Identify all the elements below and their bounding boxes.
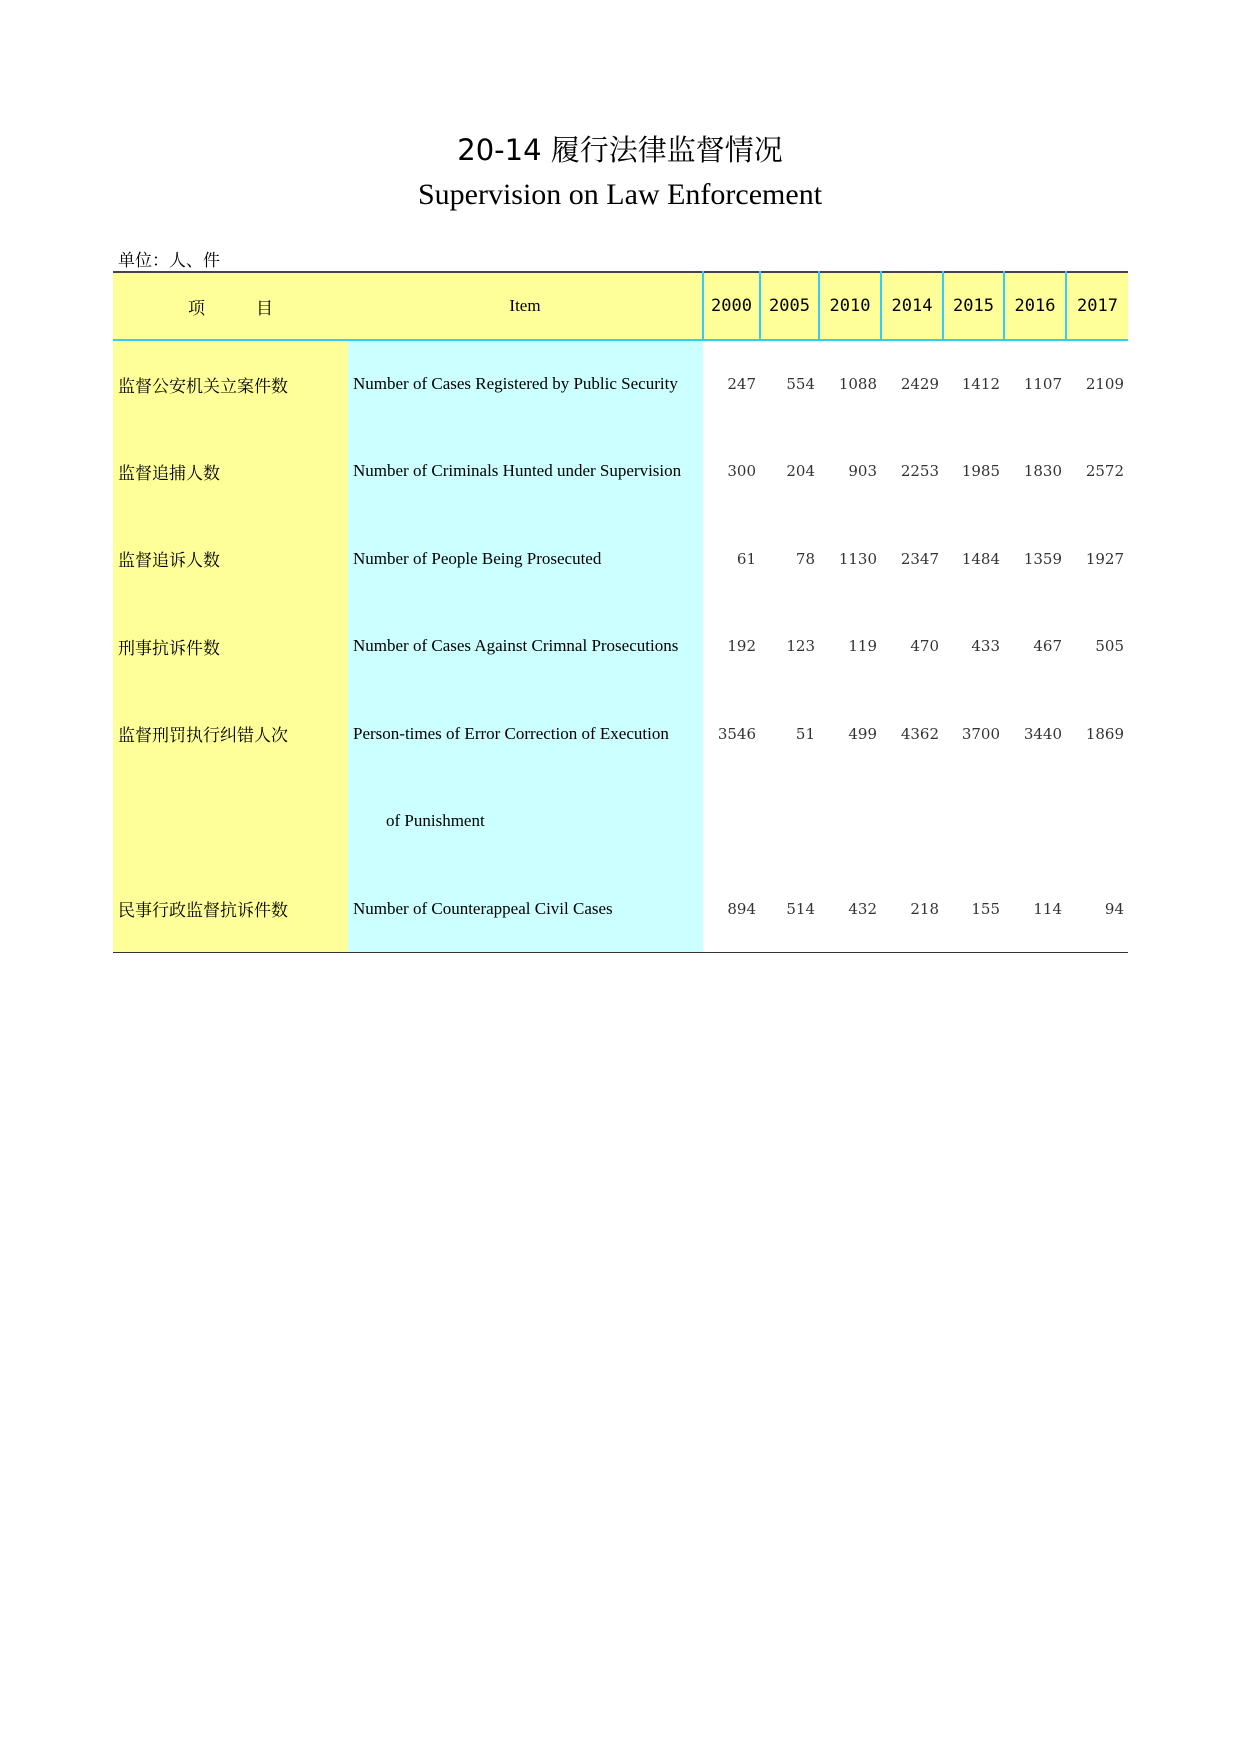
item-zh: 民事行政监督抗诉件数 (113, 865, 348, 953)
table-row (113, 428, 1128, 516)
item-en: Number of Cases Registered by Public Security (348, 340, 703, 428)
value-cell: 2347 (900, 549, 939, 568)
value-cell: 1088 (838, 375, 877, 394)
value-cell: 192 (727, 637, 756, 656)
header-year: 2000 (703, 272, 760, 340)
value-cell: 155 (971, 899, 1000, 918)
value-cell: 1107 (1023, 375, 1062, 394)
header-year: 2014 (881, 272, 943, 340)
header-year: 2015 (943, 272, 1004, 340)
value-cell: 470 (910, 637, 939, 656)
header-item-zh: 项 目 (188, 298, 273, 318)
value-cell: 1484 (961, 549, 1000, 568)
value-cell: 894 (727, 899, 756, 918)
header-year: 2010 (819, 272, 881, 340)
value-cell: 2109 (1085, 375, 1124, 394)
value-cell: 554 (786, 375, 815, 394)
value-cell: 123 (786, 637, 815, 656)
value-cell: 3440 (1023, 724, 1062, 743)
value-cell: 114 (1033, 899, 1062, 918)
value-cell: 505 (1095, 637, 1124, 656)
item-en: Person-times of Error Correction of Execution (348, 690, 703, 778)
value-cell: 3700 (961, 724, 1000, 743)
unit-label: 单位：人、件 (118, 251, 220, 270)
value-cell: 2253 (900, 462, 939, 481)
value-cell: 61 (736, 549, 756, 568)
title-english: Supervision on Law Enforcement (417, 178, 823, 211)
item-zh: 刑事抗诉件数 (113, 603, 348, 691)
value-cell: 1130 (838, 549, 877, 568)
value-cell: 467 (1033, 637, 1062, 656)
item-en: Number of Cases Against Crimnal Prosecutions (348, 603, 703, 691)
header-year: 2017 (1066, 272, 1128, 340)
table-row-continuation (113, 778, 1128, 866)
value-cell: 1927 (1085, 549, 1124, 568)
value-cell: 51 (795, 724, 815, 743)
item-en: Number of People Being Prosecuted (348, 515, 703, 603)
value-cell: 218 (910, 899, 939, 918)
table-row (113, 515, 1128, 603)
item-zh: 监督追诉人数 (113, 515, 348, 603)
value-cell: 1830 (1023, 462, 1062, 481)
value-cell: 4362 (900, 724, 939, 743)
empty-cell (703, 778, 1128, 866)
value-cell: 2572 (1085, 462, 1124, 481)
value-cell: 1985 (961, 462, 1000, 481)
value-cell: 94 (1104, 899, 1124, 918)
value-cell: 247 (727, 375, 756, 394)
value-cell: 204 (786, 462, 815, 481)
value-cell: 1412 (961, 375, 1000, 394)
value-cell: 903 (848, 462, 877, 481)
value-cell: 433 (971, 637, 1000, 656)
item-zh: 监督刑罚执行纠错人次 (113, 690, 348, 778)
header-item-en: Item (509, 296, 541, 315)
value-cell: 3546 (717, 724, 756, 743)
item-en: Number of Criminals Hunted under Supervision (348, 428, 703, 516)
empty-cell (113, 778, 348, 866)
value-cell: 499 (848, 724, 877, 743)
header-row (113, 272, 1128, 340)
value-cell: 2429 (900, 375, 939, 394)
table-row (113, 690, 1128, 778)
value-cell: 119 (848, 637, 877, 656)
table-row (113, 865, 1128, 953)
item-en: Number of Counterappeal Civil Cases (348, 865, 703, 953)
item-zh: 监督公安机关立案件数 (113, 340, 348, 428)
data-table (113, 271, 1128, 953)
value-cell: 514 (786, 899, 815, 918)
value-cell: 1359 (1023, 549, 1062, 568)
value-cell: 1869 (1085, 724, 1124, 743)
value-cell: 78 (795, 549, 815, 568)
table-row (113, 603, 1128, 691)
value-cell: 300 (727, 462, 756, 481)
header-year: 2005 (760, 272, 819, 340)
header-year: 2016 (1004, 272, 1066, 340)
item-en-continued: of Punishment (348, 778, 703, 866)
value-cell: 432 (848, 899, 877, 918)
table-row (113, 340, 1128, 428)
item-zh: 监督追捕人数 (113, 428, 348, 516)
title-chinese: 20-14 履行法律监督情况 (457, 133, 783, 167)
